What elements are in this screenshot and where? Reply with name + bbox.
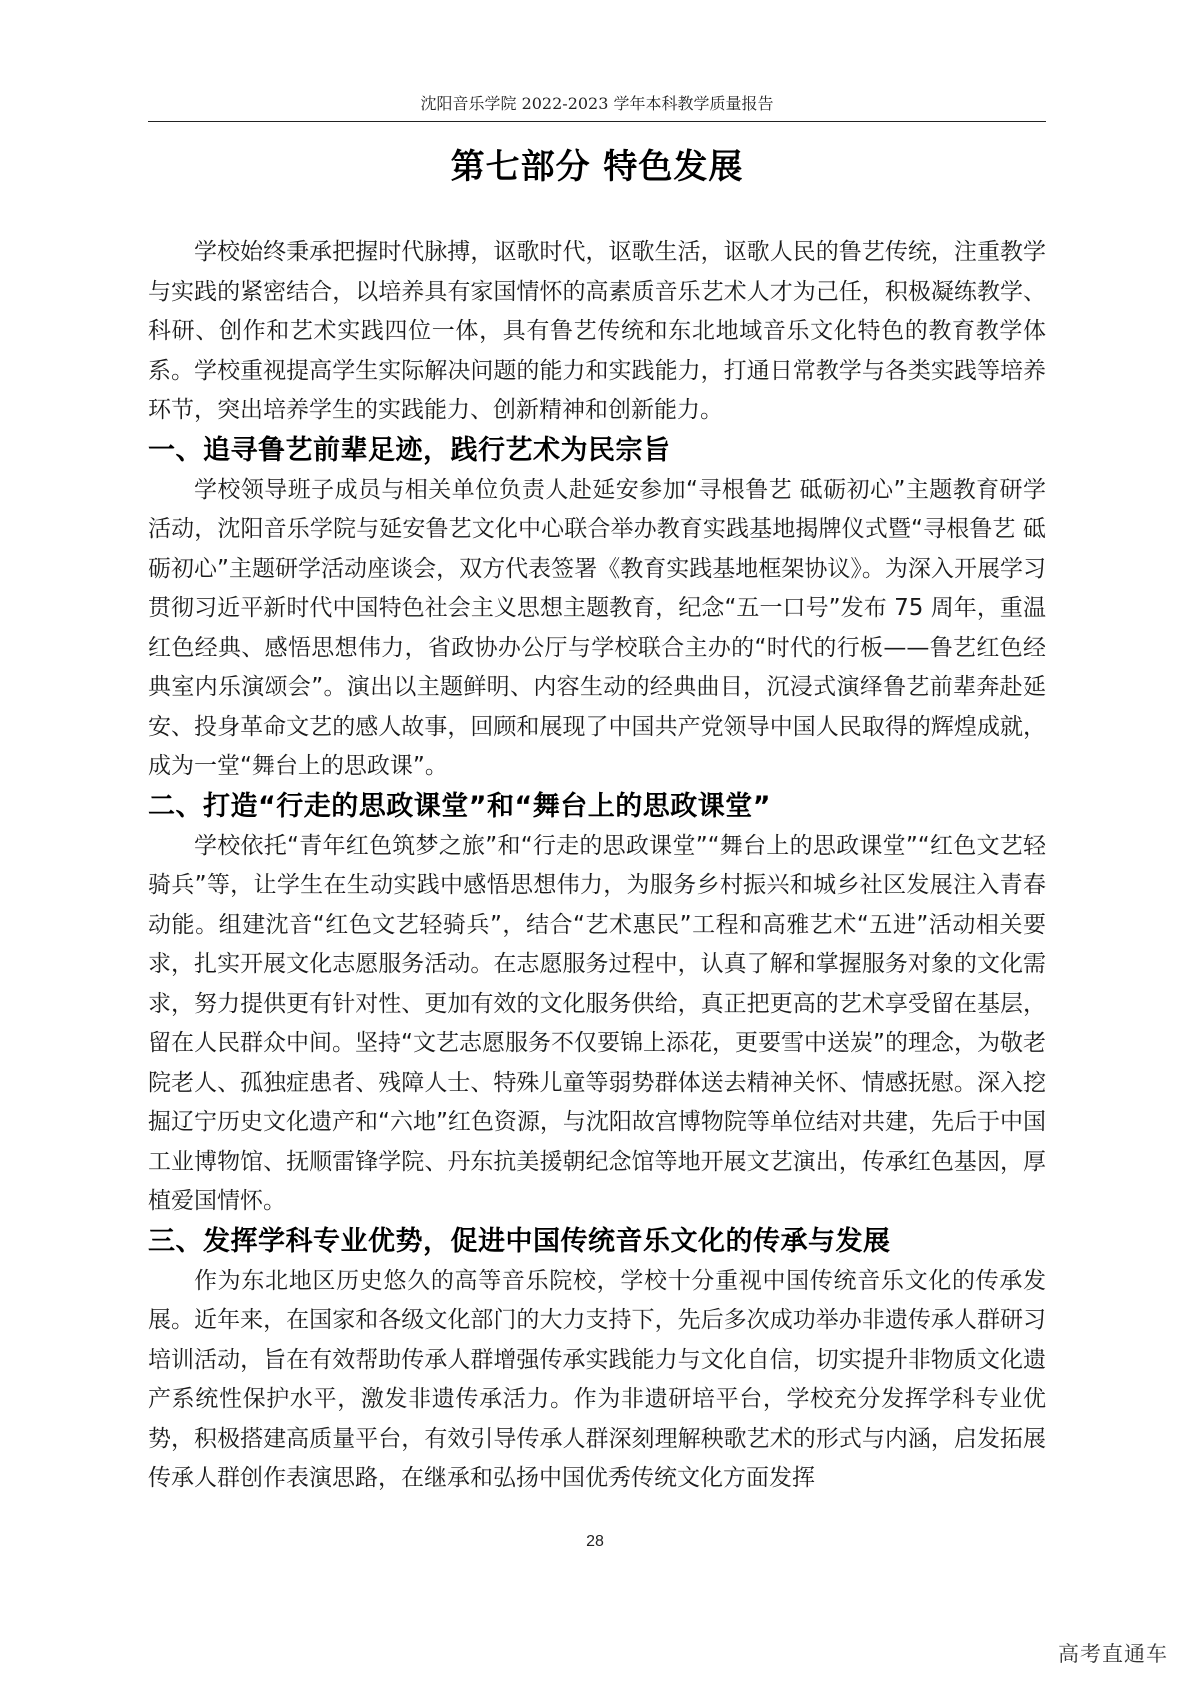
document-body [148,233,1046,1499]
intro-paragraph: 学校始终秉承把握时代脉搏，讴歌时代，讴歌生活，讴歌人民的鲁艺传统，注重教学与实践的紧密结合，以培养具有家国情怀的高素质音乐艺术人才为己任，积极凝练教学、科研、创作和艺术实践四位一体，具有鲁艺传统和东北地域音乐文化特色的教育教学体系。学校重视提高学生实际解决问题的能力和实践能力，打通日常教学与各类实践等培养环节，突出培养学生的实践能力、创新精神和创新能力。 [148,239,1046,423]
section-heading-3: 三、发挥学科专业优势，促进中国传统音乐文化的传承与发展 [148,1225,891,1257]
watermark-text: 高考直通车 [1058,1642,1168,1666]
section-paragraph-1: 学校领导班子成员与相关单位负责人赴延安参加“寻根鲁艺 砥砺初心”主题教育研学活动，沈阳音乐学院与延安鲁艺文化中心联合举办教育实践基地揭牌仪式暨“寻根鲁艺 砥砺初心”主题研学活动座谈会，双方代表签署《教育实践基地框架协议》。为深入开展学习贯彻习近平新时代中国特色社会主义思想主题教育，纪念“五一口号”发布 75 周年，重温红色经典、感悟思想伟力，省政协办公厅与学校联合主办的“时代的行板——鲁艺红色经典室内乐演颂会”。演出以主题鲜明、内容生动的经典曲目，沉浸式演绎鲁艺前辈奔赴延安、投身革命文艺的感人故事，回顾和展现了中国共产党领导中国人民取得的辉煌成就，成为一堂“舞台上的思政课”。 [148,476,1046,779]
section-paragraph-2: 学校依托“青年红色筑梦之旅”和“行走的思政课堂”“舞台上的思政课堂”“红色文艺轻骑兵”等，让学生在生动实践中感悟思想伟力，为服务乡村振兴和城乡社区发展注入青春动能。组建沈音“红色文艺轻骑兵”，结合“艺术惠民”工程和高雅艺术“五进”活动相关要求，扎实开展文化志愿服务活动。在志愿服务过程中，认真了解和掌握服务对象的文化需求，努力提供更有针对性、更加有效的文化服务供给，真正把更高的艺术享受留在基层，留在人民群众中间。坚持“文艺志愿服务不仅要锦上添花，更要雪中送炭”的理念，为敬老院老人、孤独症患者、残障人士、特殊儿童等弱势群体送去精神关怀、情感抚慰。深入挖掘辽宁历史文化遗产和“六地”红色资源，与沈阳故宫博物院等单位结对共建，先后于中国工业博物馆、抚顺雷锋学院、丹东抗美援朝纪念馆等地开展文艺演出，传承红色基因，厚植爱国情怀。 [148,832,1046,1214]
header-divider [148,121,1046,122]
page-title: 第七部分 特色发展 [450,147,744,187]
section-heading-2: 二、打造“行走的思政课堂”和“舞台上的思政课堂” [148,790,771,822]
section-paragraph-3: 作为东北地区历史悠久的高等音乐院校，学校十分重视中国传统音乐文化的传承发展。近年来，在国家和各级文化部门的大力支持下，先后多次成功举办非遗传承人群研习培训活动，旨在有效帮助传承人群增强传承实践能力与文化自信，切实提升非物质文化遗产系统性保护水平，激发非遗传承活力。作为非遗研培平台，学校充分发挥学科专业优势，积极搭建高质量平台，有效引导传承人群深刻理解秧歌艺术的形式与内涵，启发拓展传承人群创作表演思路，在继承和弘扬中国优秀传统文化方面发挥 [148,1267,1046,1491]
section-heading-1: 一、追寻鲁艺前辈足迹，践行艺术为民宗旨 [148,434,671,466]
running-header: 沈阳音乐学院 2022-2023 学年本科教学质量报告 [420,94,774,113]
page-number: 28 [586,1533,604,1550]
